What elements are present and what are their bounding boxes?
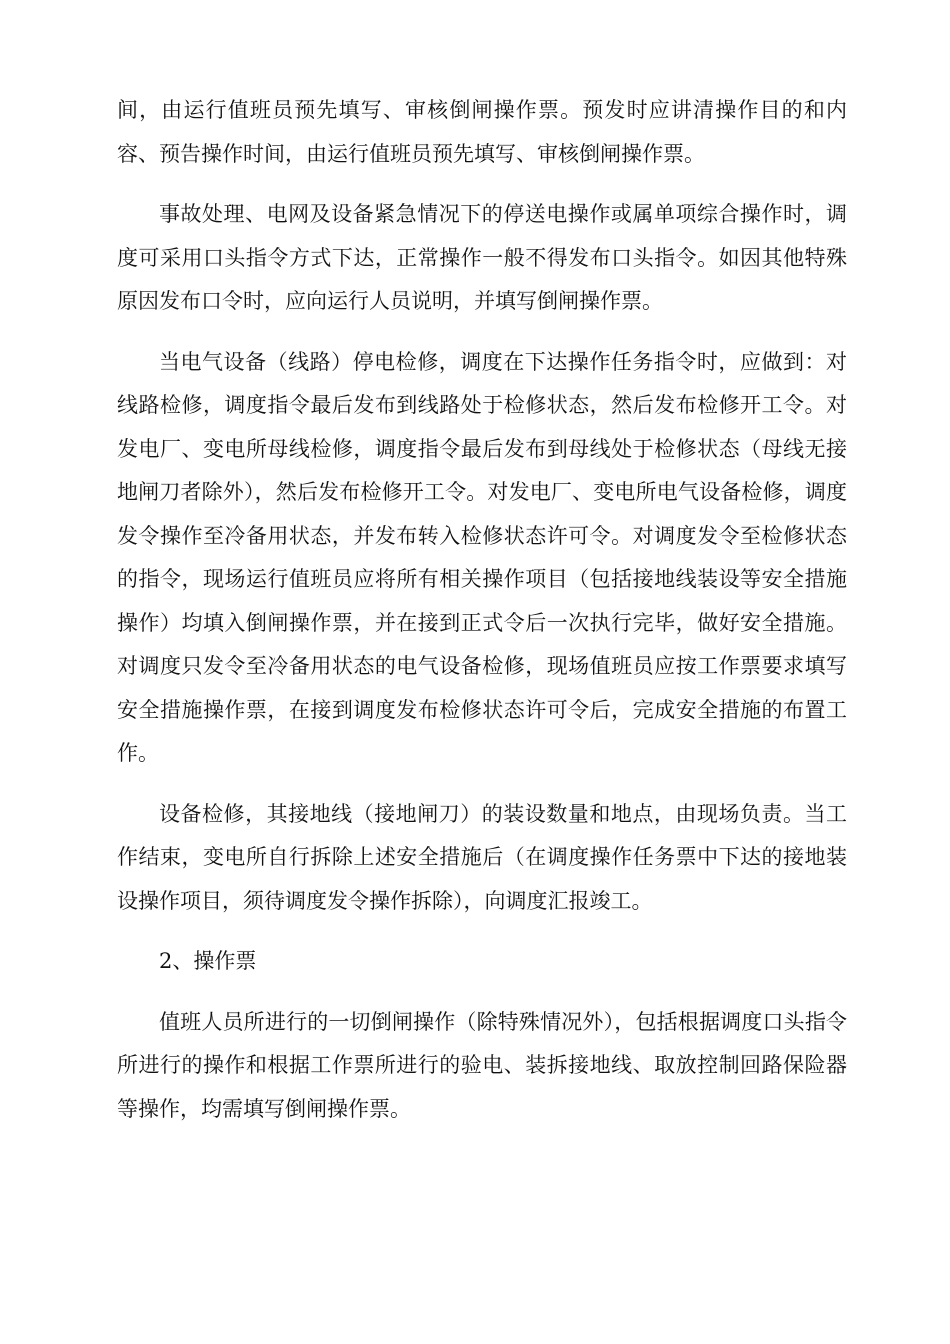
section-heading: 2、操作票: [159, 949, 257, 973]
paragraph-maintenance-outage: 当电气设备（线路）停电检修，调度在下达操作任务指令时，应做到：对线路检修，调度指令最后发布到线路处于检修状态，然后发布检修开工令。对发电厂、变电所母线检修，调度指令最后发布到母线处于检修状态（母线无接地闸刀者除外），然后发布检修开工令。对发电厂、变电所电气设备检修，调度发令操作至冷备用状态，并发布转入检修状态许可令。对调度发令至检修状态的指令，现场运行值班员应将所有相关操作项目（包括接地线装设等安全措施操作）均填入倒闸操作票，并在接到正式令后一次执行完毕，做好安全措施。对调度只发令至冷备用状态的电气设备检修，现场值班员应按工作票要求填写安全措施操作票，在接到调度发布检修状态许可令后，完成安全措施的布置工作。: [117, 349, 847, 765]
paragraph-grounding-wire: 设备检修，其接地线（接地闸刀）的装设数量和地点，由现场负责。当工作结束，变电所自行拆除上述安全措施后（在调度操作任务票中下达的接地装设操作项目，须待调度发令操作拆除），向调度汇报竣工。: [117, 801, 847, 913]
document-page: [117, 89, 847, 1148]
paragraph-operation-ticket: 值班人员所进行的一切倒闸操作（除特殊情况外），包括根据调度口头指令所进行的操作和根据工作票所进行的验电、装拆接地线、取放控制回路保险器等操作，均需填写倒闸操作票。: [117, 1009, 847, 1121]
paragraph-emergency-operations: 事故处理、电网及设备紧急情况下的停送电操作或属单项综合操作时，调度可采用口头指令方式下达，正常操作一般不得发布口头指令。如因其他特殊原因发布口令时，应向运行人员说明，并填写倒闸操作票。: [117, 202, 847, 313]
paragraph-continuation: 间，由运行值班员预先填写、审核倒闸操作票。预发时应讲清操作目的和内容、预告操作时间，由运行值班员预先填写、审核倒闸操作票。: [117, 98, 847, 166]
